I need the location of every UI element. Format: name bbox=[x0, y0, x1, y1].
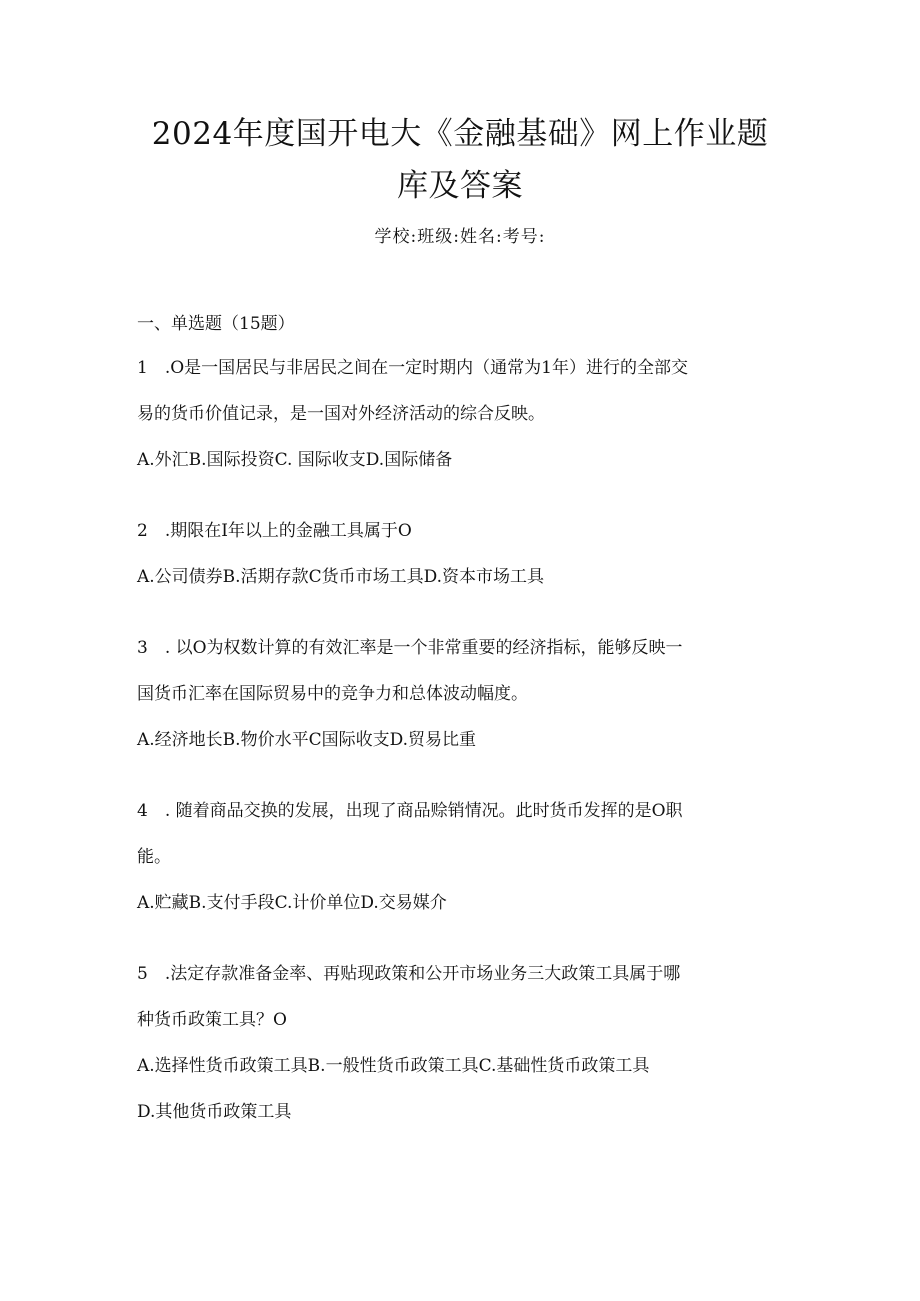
question-4-line-1: 4 . 随着商品交换的发展，出现了商品赊销情况。此时货币发挥的是O职 bbox=[137, 801, 683, 821]
question-5 bbox=[137, 962, 787, 1124]
question-list bbox=[137, 312, 787, 1124]
question-3-line-1: 3 . 以O为权数计算的有效汇率是一个非常重要的经济指标，能够反映一 bbox=[137, 638, 683, 658]
question-3 bbox=[137, 636, 787, 752]
question-2 bbox=[137, 519, 787, 589]
question-1 bbox=[137, 356, 787, 472]
question-2-options: A.公司债券B.活期存款C货币市场工具D.资本市场工具 bbox=[137, 567, 545, 587]
section-heading: 一、单选题（15题） bbox=[137, 314, 295, 334]
question-5-options: A.选择性货币政策工具B.一般性货币政策工具C.基础性货币政策工具 bbox=[137, 1056, 650, 1076]
question-4 bbox=[137, 799, 787, 915]
question-1-line-1: 1 .O是一国居民与非居民之间在一定时期内（通常为1年）进行的全部交 bbox=[137, 358, 688, 378]
question-1-options: A.外汇B.国际投资C. 国际收支D.国际储备 bbox=[137, 450, 453, 470]
question-4-line-2: 能。 bbox=[137, 847, 171, 867]
question-2-line-1: 2 .期限在I年以上的金融工具属于O bbox=[137, 521, 412, 541]
student-info-line: 学校:班级:姓名:考号: bbox=[374, 227, 546, 247]
question-5-line-2: 种货币政策工具？O bbox=[137, 1010, 287, 1030]
question-1-line-2: 易的货币价值记录，是一国对外经济活动的综合反映。 bbox=[137, 404, 545, 424]
question-3-line-2: 国货币汇率在国际贸易中的竞争力和总体波动幅度。 bbox=[137, 684, 528, 704]
question-5-options-line-2: D.其他货币政策工具 bbox=[137, 1102, 292, 1122]
question-5-line-1: 5 .法定存款准备金率、再贴现政策和公开市场业务三大政策工具属于哪 bbox=[137, 964, 681, 984]
title-line-1: 2024年度国开电大《金融基础》网上作业题 bbox=[151, 116, 769, 152]
document-title bbox=[0, 108, 920, 212]
question-3-options: A.经济地长B.物价水平C国际收支D.贸易比重 bbox=[137, 730, 477, 750]
title-line-2: 库及答案 bbox=[397, 168, 523, 204]
question-4-options: A.贮藏B.支付手段C.计价单位D.交易媒介 bbox=[137, 893, 447, 913]
